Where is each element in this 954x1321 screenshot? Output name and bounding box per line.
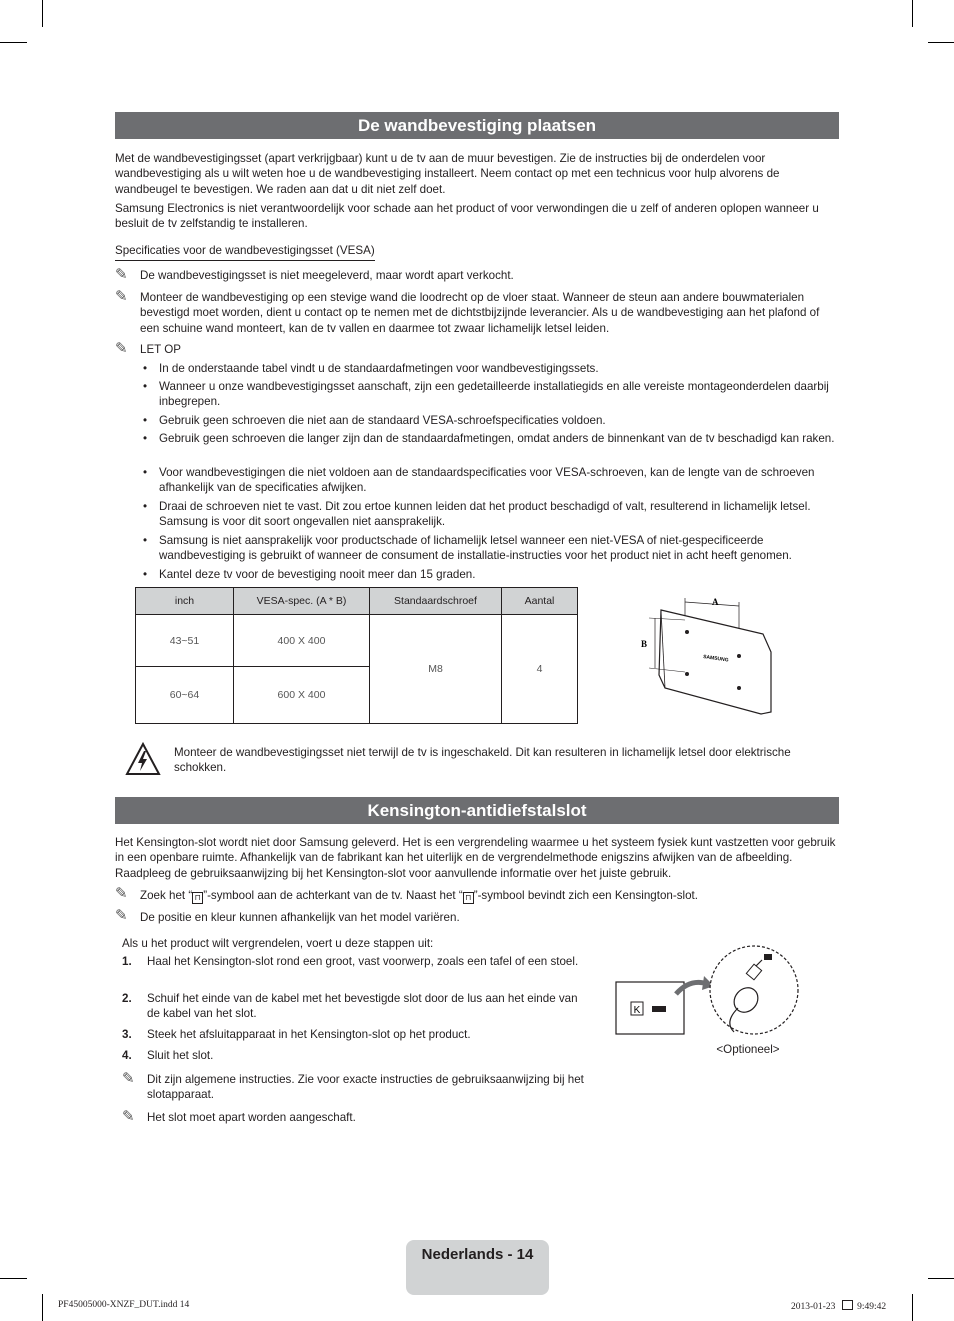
step-text: Schuif het einde van de kabel met het bevestigde slot door de lus aan het einde van de kabel van het slot.: [147, 992, 578, 1021]
bullet-item: Kantel deze tv voor de bevestiging nooit meer dan 15 graden.: [159, 568, 476, 581]
crop-mark: [912, 0, 913, 27]
bullet-item: Wanneer u onze wandbevestigingsset aanschaft, zijn een gedetailleerde installatiegids en alle vereiste montageonderdelen daarbij inbegrepen.: [159, 380, 829, 409]
steps-intro: Als u het product wilt vergrendelen, voert u deze stappen uit:: [122, 937, 434, 950]
note-purchase-separately: Het slot moet apart worden aangeschaft.: [147, 1111, 356, 1124]
crop-mark: [928, 1278, 954, 1279]
step-text: Steek het afsluitapparaat in het Kensington-slot op het product.: [147, 1028, 471, 1041]
pencil-note-icon: ✎: [115, 885, 128, 902]
kensington-k-symbol: K: [633, 1005, 641, 1016]
crop-mark: [0, 1278, 27, 1279]
diagram-label-b: B: [641, 639, 648, 649]
kensington-symbol-icon: ⊓: [463, 892, 474, 904]
col-header-inch: inch: [136, 588, 234, 615]
crop-mark: [912, 1294, 913, 1321]
page-number-tab: Nederlands - 14: [406, 1240, 549, 1295]
pencil-note-icon: ✎: [115, 340, 128, 357]
crop-mark: [928, 42, 954, 43]
vesa-spec-table: [135, 587, 578, 724]
diagram-brand: SAMSUNG: [702, 654, 729, 664]
note-find-symbol-part1: Zoek het “: [140, 889, 193, 902]
pencil-note-icon: ✎: [122, 1108, 135, 1125]
step-number: 1.: [122, 955, 132, 968]
step-number: 3.: [122, 1028, 132, 1041]
electric-shock-warning-icon: [125, 742, 161, 776]
intro-paragraph: Met de wandbevestigingsset (apart verkrijgbaar) kunt u de tv aan de muur bevestigen. Zie de instructies bij de onderdelen voor wandbevestiging als u wilt weten hoe u de wandbevestiging installeert. Neem contact op met een technicus voor hulp alvorens de wandbeugel te bevestigen. We raden aan dat u dit niet zelf doet.: [115, 152, 780, 196]
col-header-vesa: VESA-spec. (A * B): [234, 588, 370, 615]
bullet-dot: •: [143, 568, 148, 581]
figure-caption-optional: <Optioneel>: [716, 1043, 780, 1056]
kensington-lock-figure: [612, 942, 802, 1038]
bullet-item: Draai de schroeven niet te vast. Dit zou ertoe kunnen leiden dat het product beschadigd of valt, resulterend in lichamelijk letsel. Samsung is voor dit soort ongevallen niet aansprakelijk.: [159, 500, 811, 529]
note-position-color: De positie en kleur kunnen afhankelijk van het model variëren.: [140, 911, 460, 924]
cell-vesa: 600 X 400: [234, 667, 370, 724]
note-not-included: De wandbevestigingsset is niet meegeleverd, maar wordt apart verkocht.: [140, 269, 514, 282]
section-title-kensington: Kensington-antidiefstalslot: [115, 797, 839, 824]
clock-icon: [842, 1300, 853, 1310]
note-find-symbol-part2: ”-symbool aan de achterkant van de tv. Naast het “: [203, 889, 463, 902]
bullet-item: Samsung is niet aansprakelijk voor productschade of lichamelijk letsel wanneer een niet-VESA of niet-gespecificeerde wandbevestiging is gebruikt of wanneer de consument de installatie-instructies voor het product niet in acht heeft genomen.: [159, 534, 792, 563]
cell-screw: M8: [370, 615, 502, 724]
bullet-dot: •: [143, 362, 148, 375]
kensington-intro: Het Kensington-slot wordt niet door Samsung geleverd. Het is een vergrendeling waarmee u het systeem fysiek kunt vastzetten voor gebruik in een openbare ruimte. Afhankelijk van de fabrikant kan het uiterlijk en de vergrendelmethode enigszins afwijken van de afbeelding. Raadpleeg de gebruiksaanwijzing bij het Kensington-slot voor aanvullende informatie over het juiste gebruik.: [115, 836, 836, 880]
col-header-count: Aantal: [502, 588, 578, 615]
warning-text: Monteer de wandbevestigingsset niet terwijl de tv is ingeschakeld. Dit kan resulteren in lichamelijk letsel door elektrische schokken.: [174, 746, 791, 775]
footer-date-text: 2013-01-23: [791, 1302, 836, 1312]
bullet-item: In de onderstaande tabel vindt u de standaardafmetingen voor wandbevestigingssets.: [159, 362, 599, 375]
cell-vesa: 400 X 400: [234, 615, 370, 667]
crop-mark: [42, 0, 43, 27]
col-header-screw: Standaardschroef: [370, 588, 502, 615]
kensington-symbol-icon: ⊓: [192, 892, 203, 904]
bullet-dot: •: [143, 432, 148, 445]
table-header-row: [136, 588, 578, 615]
cell-count: 4: [502, 615, 578, 724]
section-title-wall-mount: De wandbevestiging plaatsen: [115, 112, 839, 139]
table-row: [136, 615, 578, 667]
note-caution: LET OP: [140, 343, 182, 356]
cell-inch: 60~64: [136, 667, 234, 724]
bullet-dot: •: [143, 380, 148, 393]
footer-time-text: 9:49:42: [857, 1302, 887, 1312]
pencil-note-icon: ✎: [115, 907, 128, 924]
bullet-dot: •: [143, 500, 148, 513]
step-text: Haal het Kensington-slot rond een groot, vast voorwerp, zoals een tafel of een stoel.: [147, 955, 579, 968]
note-find-symbol-part3: ”-symbool bevindt zich een Kensington-slot.: [473, 889, 698, 902]
bullet-item: Gebruik geen schroeven die niet aan de standaard VESA-schroefspecificaties voldoen.: [159, 414, 606, 427]
disclaimer-paragraph: Samsung Electronics is niet verantwoordelijk voor schade aan het product of voor verwondingen die u zelf of anderen oplopen wanneer u besluit de tv zelfstandig te installeren.: [115, 202, 819, 231]
pencil-note-icon: ✎: [122, 1070, 135, 1087]
cell-inch: 43~51: [136, 615, 234, 667]
footer-date: [791, 1300, 886, 1312]
bullet-item: Voor wandbevestigingen die niet voldoen aan de standaardspecificaties voor VESA-schroeven, kan de lengte van de schroeven afhankelijk van de specificaties afwijken.: [159, 466, 815, 495]
crop-mark: [0, 42, 27, 43]
footer-file-name: PF45005000-XNZF_DUT.indd 14: [58, 1300, 190, 1310]
tv-back-diagram: [635, 590, 775, 720]
bullet-item: Gebruik geen schroeven die langer zijn dan de standaardafmetingen, omdat anders de binnenkant van de tv beschadigd kan raken.: [159, 432, 835, 445]
bullet-dot: •: [143, 534, 148, 547]
step-number: 4.: [122, 1049, 132, 1062]
step-number: 2.: [122, 992, 132, 1005]
note-general-instructions: Dit zijn algemene instructies. Zie voor exacte instructies de gebruiksaanwijzing bij het slotapparaat.: [147, 1073, 584, 1102]
crop-mark: [42, 1294, 43, 1321]
bullet-dot: •: [143, 414, 148, 427]
step-text: Sluit het slot.: [147, 1049, 214, 1062]
note-wall-type: Monteer de wandbevestiging op een stevige wand die loodrecht op de vloer staat. Wanneer de steun aan andere bouwmaterialen bevestigd moet worden, dient u contact op te nemen met de dichtstbijzijnde leverancier. Als u de wandbevestiging aan het plafond of een schuine wand monteert, kan de tv vallen en daarmee tot zwaar lichamelijk letsel leiden.: [140, 291, 820, 335]
pencil-note-icon: ✎: [115, 266, 128, 283]
bullet-dot: •: [143, 466, 148, 479]
vesa-subheading: Specificaties voor de wandbevestigingsset (VESA): [115, 243, 375, 261]
note-find-symbol: [140, 888, 839, 904]
diagram-label-a: A: [712, 597, 719, 607]
pencil-note-icon: ✎: [115, 288, 128, 305]
